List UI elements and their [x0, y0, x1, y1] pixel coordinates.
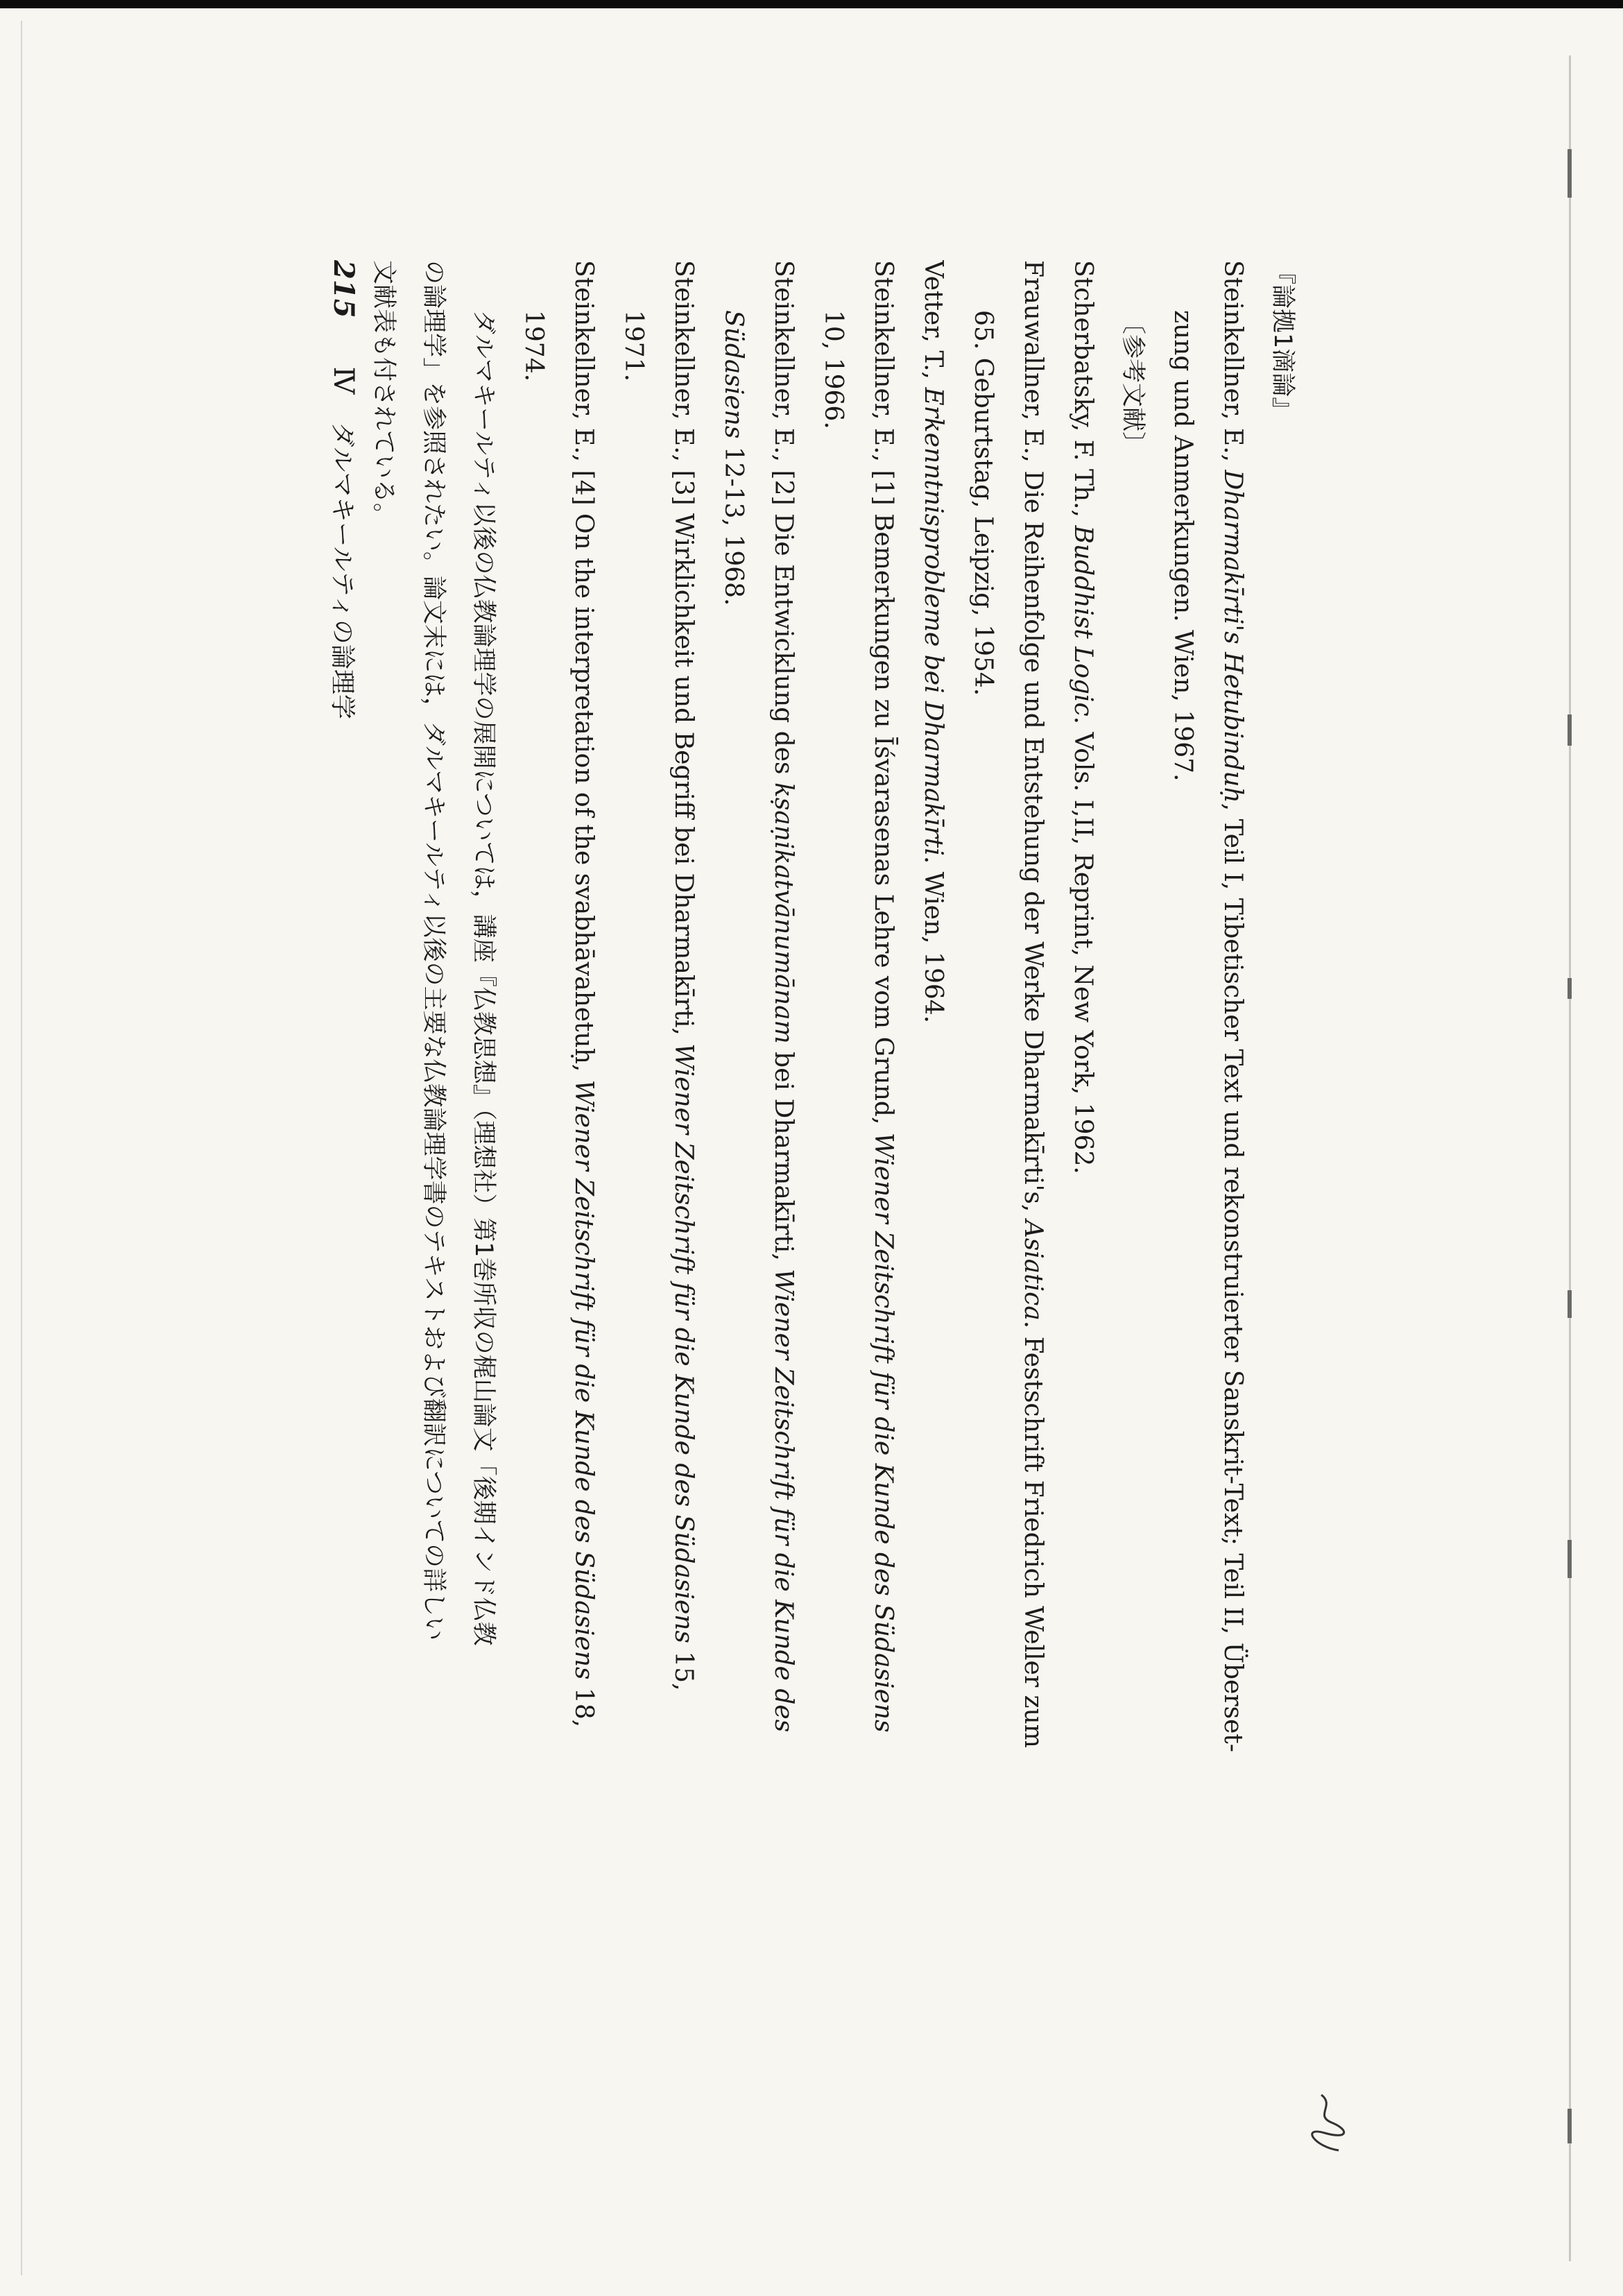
- note-paragraph-line: ダルマキールティ以後の仏教論理学の展開については，講座『仏教思想』（理想社）第1巻所収の梶山論文「後期インド仏教: [470, 310, 497, 1646]
- chapter-numeral: Ⅳ: [327, 366, 359, 395]
- binding-mark: [1568, 1290, 1572, 1318]
- binding-mark: [1568, 978, 1572, 999]
- bib-entry-continuation: 65. Geburtstag, Leipzig, 1954.: [969, 310, 997, 696]
- left-margin-line: [21, 21, 22, 2275]
- bib-entry-continuation: Südasiens 12-13, 1968.: [719, 310, 748, 606]
- bib-entry-stcherbatsky: Stcherbatsky, F. Th., Buddhist Logic. Vols. I,II, Reprint, New York, 1962.: [1069, 260, 1097, 1174]
- binding-mark: [1568, 714, 1572, 746]
- bib-entry-steinkellner-hetubindu: Steinkellner, E., Dharmakīrti's Hetubinduḥ, Teil I, Tibetischer Text und rekonstruierter Sanskrit-Text; Teil II, Überset-: [1219, 260, 1247, 1753]
- binding-mark: [1568, 2109, 1572, 2143]
- top-border: [0, 0, 1623, 8]
- page-number: 215: [327, 260, 360, 318]
- binding-margin-line: [1569, 55, 1571, 2261]
- binding-mark: [1568, 1540, 1572, 1578]
- bib-entry-vetter: Vetter, T., Erkenntnisprobleme bei Dharmakīrti. Wien, 1964.: [919, 260, 947, 1024]
- bib-entry-continuation: 10, 1966.: [819, 310, 848, 429]
- note-paragraph-line: 文献表も付されている。: [370, 260, 397, 528]
- note-paragraph-line: の論理学」を参照されたい。論文末には，ダルマキールティ以後の主要な仏教論理学書のテキストおよび翻訳についての詳しい: [420, 260, 447, 1641]
- bib-entry-steinkellner-3: Steinkellner, E., [3] Wirklichkeit und Begriff bei Dharmakīrti, Wiener Zeitschrift für die Kunde des Südasiens 15,: [669, 260, 698, 1691]
- bib-entry-continuation: zung und Anmerkungen. Wien, 1967.: [1169, 310, 1197, 782]
- bib-entry-continuation: 1971.: [619, 310, 648, 382]
- section-heading: 『論拠1滴論』: [1269, 260, 1296, 422]
- chapter-title: ダルマキールティの論理学: [328, 422, 357, 719]
- binding-mark: [1568, 149, 1572, 198]
- bib-entry-steinkellner-2: Steinkellner, E., [2] Die Entwicklung des kṣaṇikatvānumānam bei Dharmakīrti, Wiener Zeitschrift für die Kunde des: [769, 260, 798, 1733]
- page-footer: [316, 260, 371, 2171]
- bib-entry-continuation: 1974.: [519, 310, 548, 382]
- bib-entry-steinkellner-4: Steinkellner, E., [4] On the interpretation of the svabhāvahetuḥ, Wiener Zeitschrift für die Kunde des Südasiens 18,: [569, 260, 598, 1728]
- references-label: 〔参考文献〕: [1119, 310, 1147, 456]
- bib-entry-steinkellner-1: Steinkellner, E., [1] Bemerkungen zu Īśvarasenas Lehre vom Grund, Wiener Zeitschrift für die Kunde des Südasiens: [869, 260, 898, 1733]
- handwritten-mark: [1307, 2091, 1363, 2154]
- bib-entry-frauwallner: Frauwallner, E., Die Reihenfolge und Entstehung der Werke Dharmakīrti's, Asiatica. Festschrift Friedrich Weller zum: [1019, 260, 1047, 1748]
- rotated-page-content: [302, 260, 1363, 2171]
- bibliography: [359, 260, 1307, 2171]
